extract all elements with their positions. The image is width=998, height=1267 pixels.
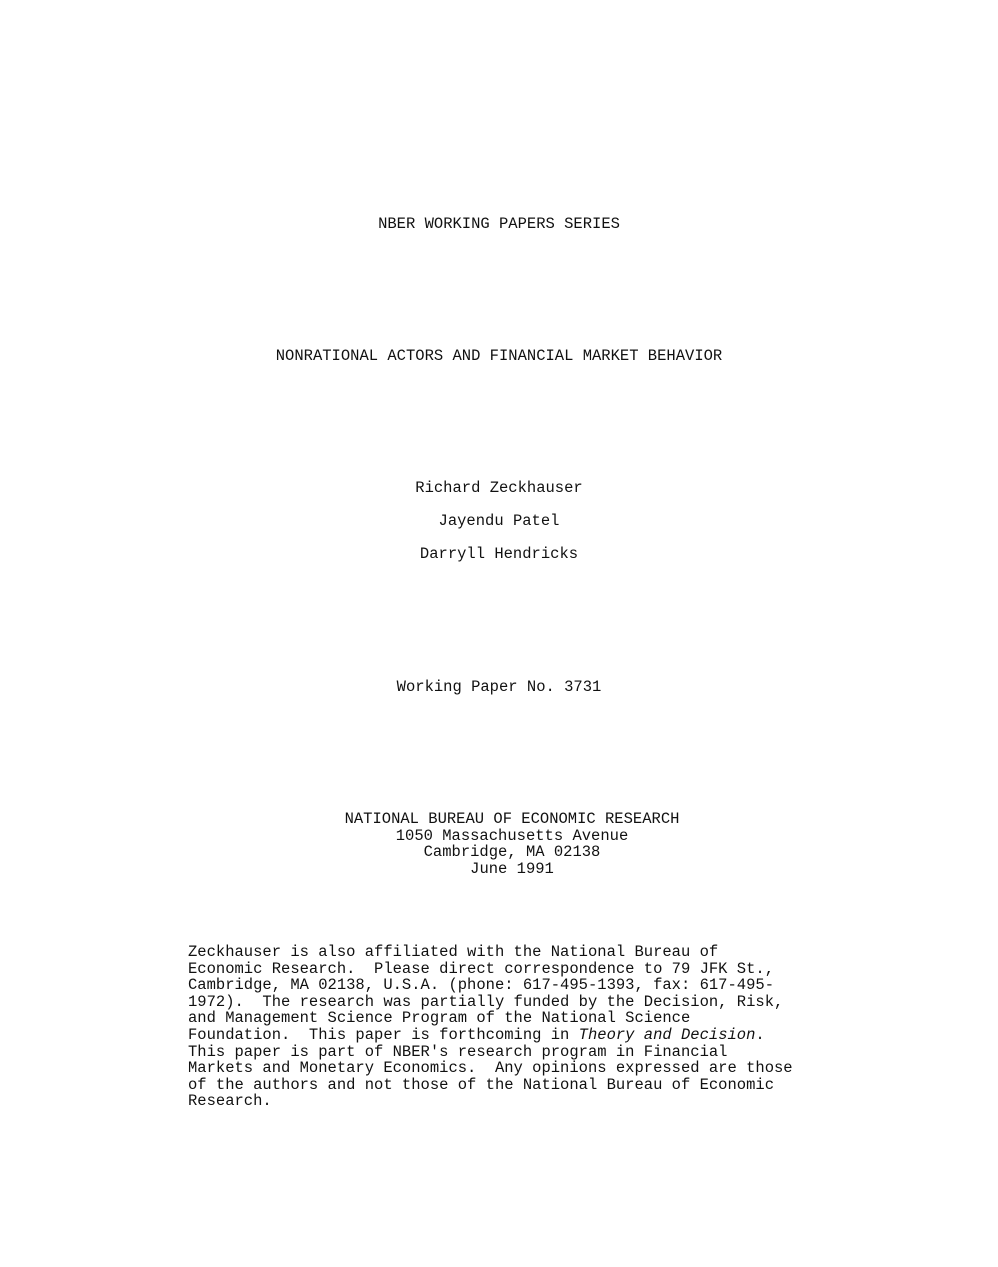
footnote-line: Cambridge, MA 02138, U.S.A. (phone: 617-495-1393, fax: 617-495- [188,976,774,995]
author-footnote [188,944,888,1110]
journal-title: Theory and Decision [578,1025,756,1044]
paper-title: NONRATIONAL ACTORS AND FINANCIAL MARKET BEHAVIOR [275,347,723,365]
footnote-line: Economic Research. Please direct correspondence to 79 JFK St., [188,959,774,978]
institution-address-block [0,811,998,877]
series-heading: NBER WORKING PAPERS SERIES [378,215,620,233]
footnote-line: Research. [188,1092,272,1111]
footnote-line [188,1027,888,1044]
working-paper-number: Working Paper No. 3731 [396,678,602,696]
author-name: Darryll Hendricks [419,545,579,563]
footnote-text: . [755,1025,765,1044]
publication-date: June 1991 [470,859,554,878]
institution-street: 1050 Massachusetts Avenue [395,826,629,845]
footnote-line: Markets and Monetary Economics. Any opinions expressed are those [188,1059,793,1078]
institution-name: NATIONAL BUREAU OF ECONOMIC RESEARCH [344,810,680,828]
footnote-text: Foundation. This paper is forthcoming in [188,1025,579,1044]
footnote-line: and Management Science Program of the National Science [188,1009,691,1028]
author-name: Richard Zeckhauser [415,479,583,497]
footnote-line: Zeckhauser is also affiliated with the National Bureau of [188,943,719,961]
footnote-line: This paper is part of NBER's research program in Financial [188,1042,728,1061]
author-name: Jayendu Patel [438,512,560,530]
footnote-line: of the authors and not those of the National Bureau of Economic [188,1075,774,1094]
institution-city: Cambridge, MA 02138 [423,843,601,862]
footnote-line: 1972). The research was partially funded by the Decision, Risk, [188,992,784,1011]
